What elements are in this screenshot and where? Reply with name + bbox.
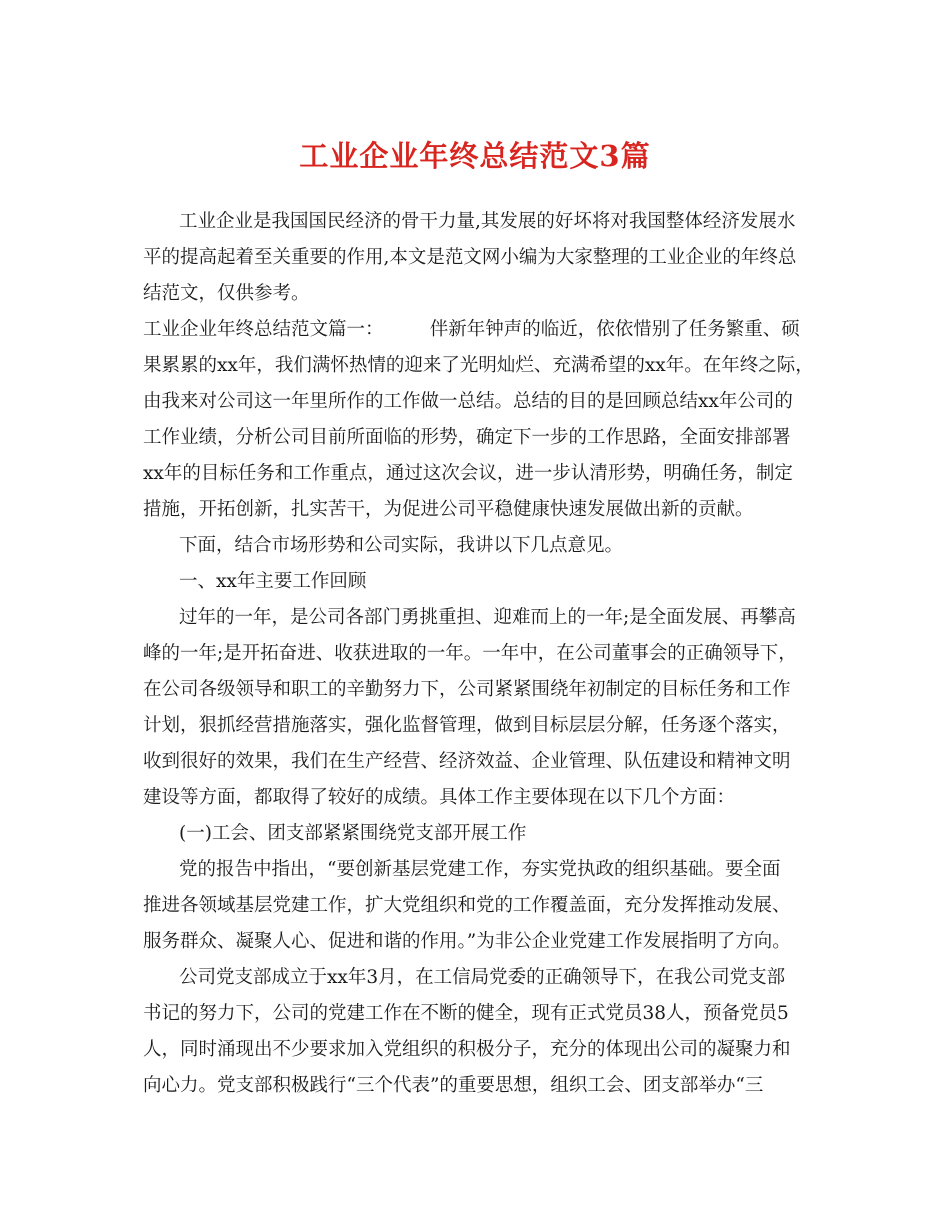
paragraph-line: 党的报告中指出，“要创新基层党建工作，夯实党执政的组织基础。要全面 [179,859,781,880]
paragraph-line: 建设等方面，都取得了较好的成绩。具体工作主要体现在以下几个方面： [143,787,736,808]
paragraph-line: xx年的目标任务和工作重点，通过这次会议，进一步认清形势，明确任务，制定 [143,463,793,484]
paragraph-line: 服务群众、凝聚人心、促进和谐的作用。”为非公企业党建工作发展指明了方向。 [143,931,791,952]
paragraph-line: 由我来对公司这一年里所作的工作做一总结。总结的目的是回顾总结xx年公司的 [143,391,793,412]
paragraph-line: 在公司各级领导和职工的辛勤努力下，公司紧紧围绕年初制定的目标任务和工作 [143,679,791,700]
paragraph-line: 措施，开拓创新，扎实苦干，为促进公司平稳健康快速发展做出新的贡献。 [143,499,754,520]
paragraph-line: 下面，结合市场形势和公司实际，我讲以下几点意见。 [179,535,624,556]
paragraph-line: 推进各领域基层党建工作，扩大党组织和党的工作覆盖面，充分发挥推动发展、 [143,895,791,916]
paragraph-line: 向心力。党支部积极践行“三个代表”的重要思想，组织工会、团支部举办“三 [143,1075,764,1096]
subsection-heading: (一)工会、团支部紧紧围绕党支部开展工作 [179,823,527,844]
paragraph-line: 过年的一年，是公司各部门勇挑重担、迎难而上的一年;是全面发展、再攀高 [179,607,796,628]
paragraph-line: 工业企业是我国国民经济的骨干力量,其发展的好坏将对我国整体经济发展水 [179,211,796,232]
paragraph-line: 收到很好的效果，我们在生产经营、经济效益、企业管理、队伍建设和精神文明 [143,751,791,772]
paragraph-line: 工业企业年终总结范文篇一： 伴新年钟声的临近，依依惜别了任务繁重、硕 [143,319,800,340]
paragraph-line: 平的提高起着至关重要的作用,本文是范文网小编为大家整理的工业企业的年终总 [143,247,797,268]
paragraph-line: 结范文，仅供参考。 [143,283,310,304]
paragraph-line: 果累累的xx年，我们满怀热情的迎来了光明灿烂、充满希望的xx年。在年终之际， [143,355,814,376]
document-title: 工业企业年终总结范文3篇 [299,139,651,173]
paragraph-line: 计划，狠抓经营措施落实，强化监督管理，做到目标层层分解，任务逐个落实， [143,715,791,736]
paragraph-line: 书记的努力下，公司的党建工作在不断的健全，现有正式党员38人，预备党员5 [143,1003,789,1024]
section-heading: 一、xx年主要工作回顾 [179,571,367,592]
paragraph-line: 峰的一年;是开拓奋进、收获进取的一年。一年中，在公司董事会的正确领导下， [143,643,797,664]
paragraph-line: 工作业绩，分析公司目前所面临的形势，确定下一步的工作思路，全面安排部署 [143,427,791,448]
paragraph-line: 公司党支部成立于xx年3月，在工信局党委的正确领导下，在我公司党支部 [179,967,786,988]
paragraph-line: 人，同时涌现出不少要求加入党组织的积极分子，充分的体现出公司的凝聚力和 [143,1039,791,1060]
